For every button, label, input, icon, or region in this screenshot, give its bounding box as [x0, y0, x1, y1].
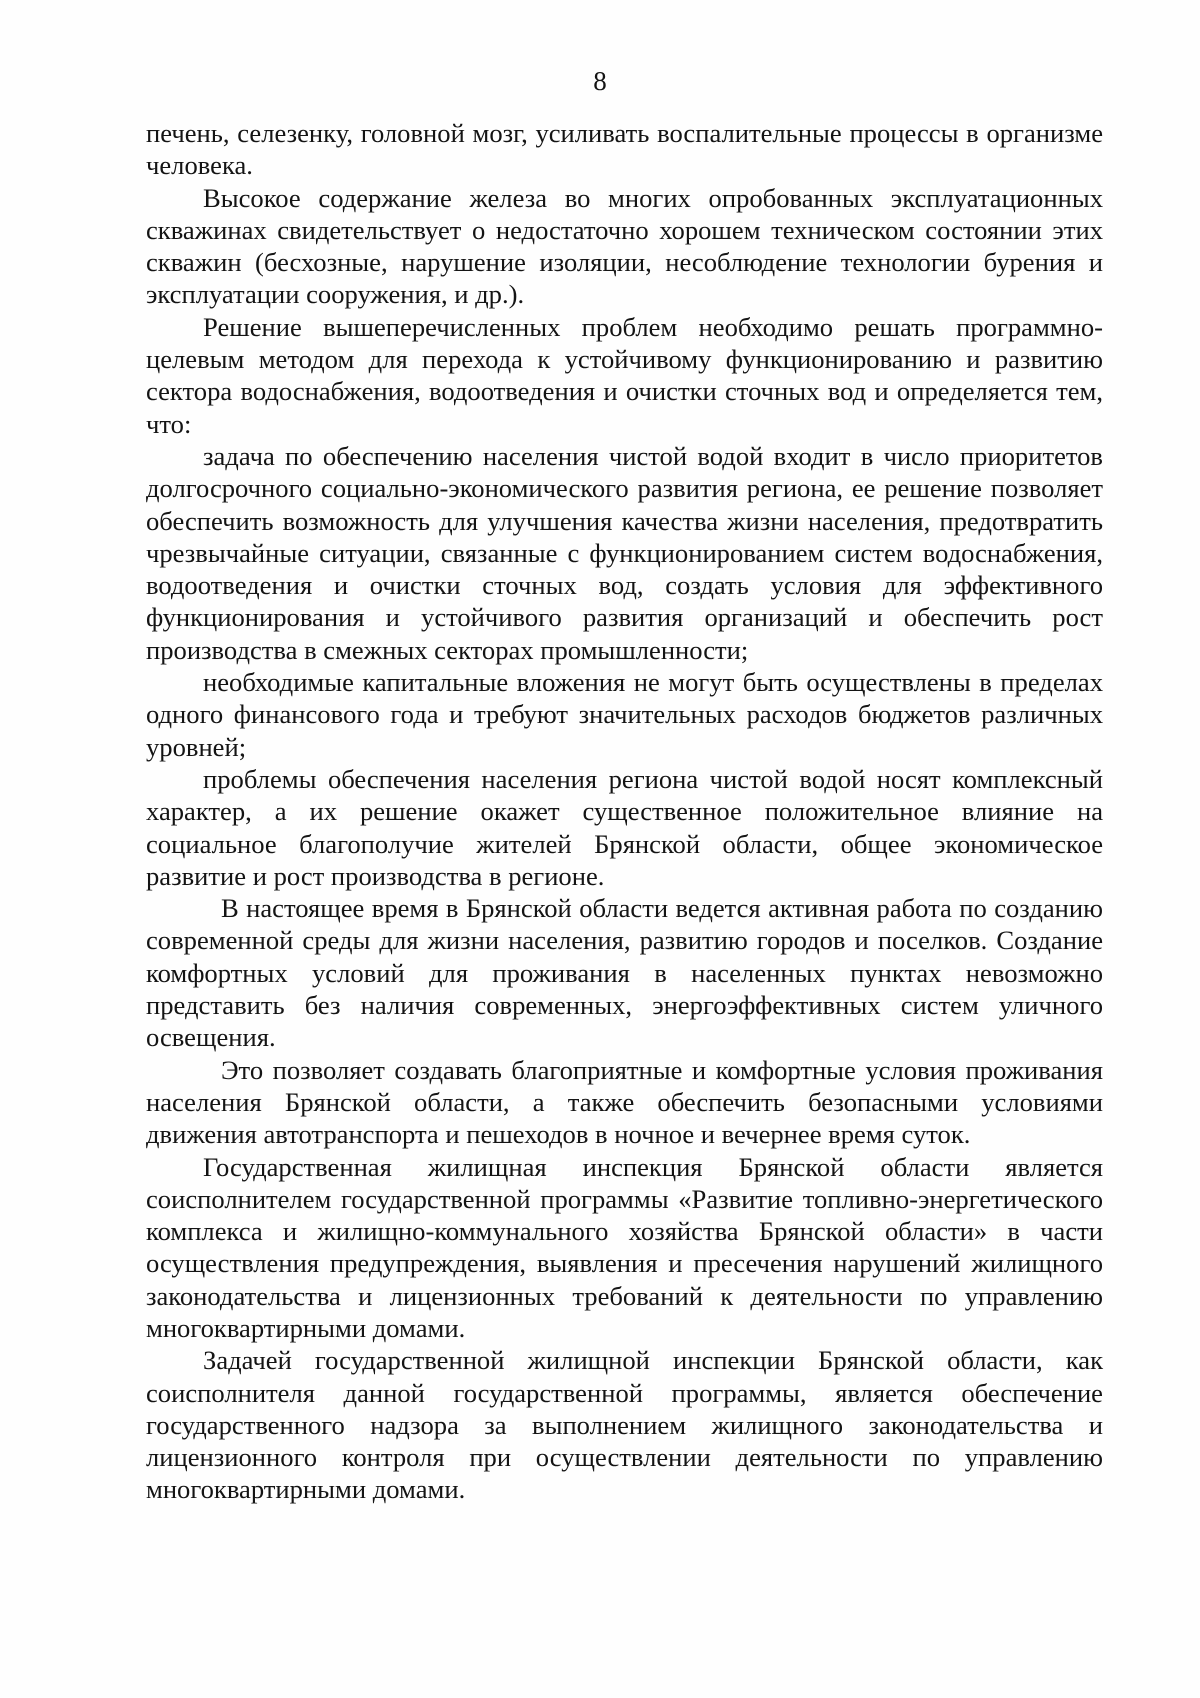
body-text — [146, 117, 1103, 1506]
paragraph-inspection-task: Задачей государственной жилищной инспекции Брянской области, как соисполнителя данной государственной программы, является обеспечение государственного надзора за выполнением жилищного законодательства и лицензионного контроля при осуществлении деятельности по управлению многоквартирными домами. — [146, 1345, 1103, 1505]
paragraph-program-method: Решение вышеперечисленных проблем необходимо решать программно-целевым методом для перехода к устойчивому функционированию и развитию сектора водоснабжения, водоотведения и очистки сточных вод и определяется тем, что: — [146, 311, 1103, 439]
paragraph-clean-water-task: задача по обеспечению населения чистой водой входит в число приоритетов долгосрочного социально-экономического развития региона, ее решение позволяет обеспечить возможность для улучшения качества жизни населения, предотвратить чрезвычайные ситуации, связанные с функционированием систем водоснабжения, водоотведения и очистки сточных вод, создать условия для эффективного функционирования и устойчивого развития организаций и обеспечить рост производства в смежных секторах промышленности; — [146, 440, 1103, 665]
page-number: 8 — [593, 66, 607, 96]
paragraph-capital-investment: необходимые капитальные вложения не могут быть осуществлены в пределах одного финансового года и требуют значительных расходов бюджетов различных уровней; — [146, 667, 1103, 762]
paragraph-complex-problems: проблемы обеспечения населения региона чистой водой носят комплексный характер, а их решение окажет существенное положительное влияние на социальное благополучие жителей Брянской области, общее экономическое развитие и рост производства в регионе. — [146, 763, 1103, 891]
paragraph-comfortable-conditions: Это позволяет создавать благоприятные и комфортные условия проживания населения Брянской области, а также обеспечить безопасными условиями движения автотранспорта и пешеходов в ночное и вечернее время суток. — [146, 1054, 1103, 1150]
paragraph-iron-content: Высокое содержание железа во многих опробованных эксплуатационных скважинах свидетельствует о недостаточно хорошем техническом состоянии этих скважин (бесхозные, нарушение изоляции, несоблюдение технологии бурения и эксплуатации сооружения, и др.). — [146, 182, 1103, 310]
paragraph-street-lighting: В настоящее время в Брянской области ведется активная работа по созданию современной среды для жизни населения, развитию городов и поселков. Создание комфортных условий для проживания в населенных пунктах невозможно представить без наличия современных, энергоэффективных систем уличного освещения. — [146, 893, 1103, 1053]
paragraph-1-continuation: печень, селезенку, головной мозг, усиливать воспалительные процессы в организме человека. — [146, 118, 1103, 181]
paragraph-housing-inspection: Государственная жилищная инспекция Брянской области является соисполнителем государственной программы «Развитие топливно-энергетического комплекса и жилищно-коммунального хозяйства Брянской области» в части осуществления предупреждения, выявления и пресечения нарушений жилищного законодательства и лицензионных требований к деятельности по управлению многоквартирными домами. — [146, 1151, 1103, 1343]
